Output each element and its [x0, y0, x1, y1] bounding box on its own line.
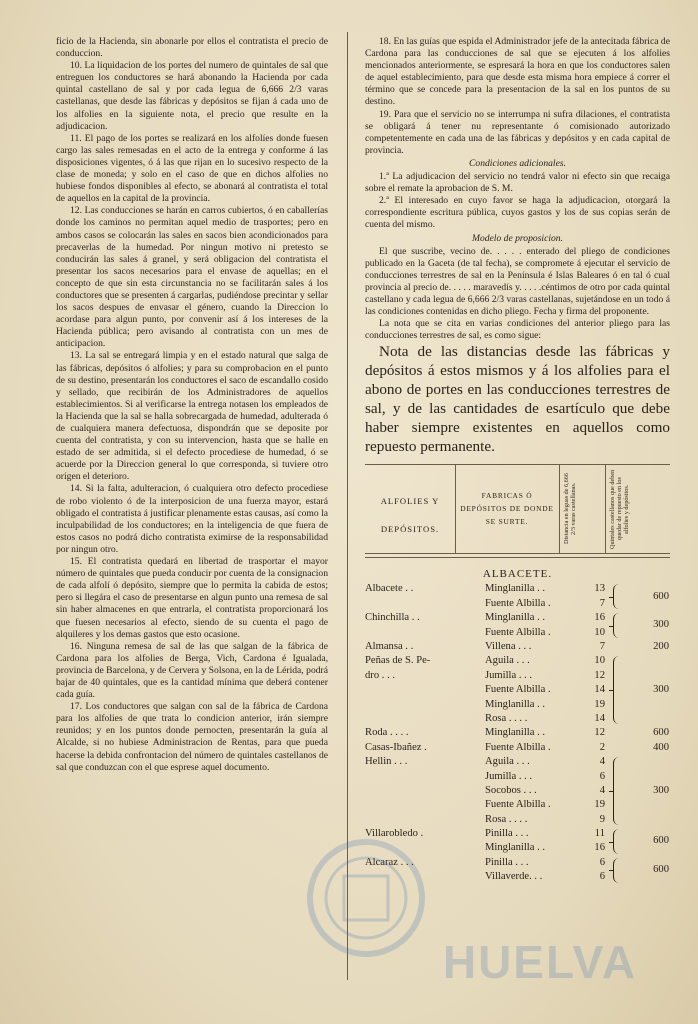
brace-mark — [613, 858, 624, 883]
table-row — [365, 669, 670, 683]
paragraph: 11. El pago de los portes se realizará en los alfolíes donde fuesen cargo las sales remesadas en el acto de la entrega y conforme á las disposiciones vigentes, ó á las que rijan en lo sucesivo respecto de la clase de moneda; y solo en el caso de que en dichos alfolies no hubiese fondos disponibles al efecto, se abonará al contratista el total de aquellos en la capital de la provincia. — [56, 132, 328, 205]
paragraph: 14. Si la falta, adulteracion, ó cualquiera otro defecto procediese de robo violento ó de la interposicion de una fuerza mayor, estará obligado el contratista á justificar plenamente estas causas, así como la inculpabilidad de los conductores; en la inteligencia de que fuera de estos casos no podrá dicho contratista eximirse de la responsabilidad por ningun otro. — [56, 483, 328, 555]
table-row — [365, 856, 670, 870]
table-row — [365, 683, 670, 697]
table-row — [365, 827, 670, 841]
fabrica-cell: Minglanilla . . — [485, 698, 546, 710]
header-rule — [559, 465, 560, 553]
paragraph: 12. Las conducciones se harán en carros cubiertos, ó en caballerías donde los caminos no permitan aquel medio de trasportes; pero en ambos casos se colocarán las sales en sacos bien acondicionados para precaverlas de la humedad. Por ningun motivo ni pretesto se conducirán las sales á granel, y será obligacion del contratista el presentar los sacos necesarios para el envase de aquellas; en el concepto de que sin esta circunstancia no se facilitarán sales á los conductores que se presenten á cargarlas, pudiéndose precintar y sellar los sacos despues de envasar el género, cuando la Direccion lo acordase para algun punto, por convenir así á los intereses de la Hacienda pública; pero avisando al contratista con un mes de anticipacion. — [56, 205, 328, 350]
paragraph: ficio de la Hacienda, sin abonarle por ellos el contratista el precio de conduccion. — [56, 36, 328, 60]
paragraph: 18. En las guías que espida el Administrador jefe de la antecitada fábrica de Cardona para las conducciones de sal que se ejecuten á los alfolies mencionados anteriormente, se espresará la hora en que los conductores salen de aquel establecimiento, para que desde esta misma hora empiece á correr el término que se concede para la presentacion de la sal en los puntos de su destino. — [365, 36, 670, 108]
fabrica-cell: Fuente Albilla . — [485, 741, 551, 753]
leguas-cell: 16 — [594, 842, 605, 854]
paragraph: 13. La sal se entregará limpia y en el estado natural que salga de las fábricas, depósitos ó alfolies; y para su comprobacion en el punto de su destino, presentarán los conductores el saco de escandallo cosido y sellado, que recibirán de los Administradores de aquellos establecimientos. Si al verificarse la entrega notasen los empleados de la Hacienda que la sal se halla sobrecargada de humedad, adulterada ó de cualquiera manera defectuosa, dispondrán que se deposite por cuenta del contratista, y con su intervencion, hasta que se halle en estado de ser admitida, si el defecto procediese de humedad, ó se acuerde por la Direccion general lo que corresponda, si tuviere otro orígen el deterioro. — [56, 350, 329, 483]
paragraph: 16. Ninguna remesa de sal de las que salgan de la fábrica de Cardona para los alfolies de Berga, Vich, Cardona é Igualada, provincia de Barcelona, y de Cervera y Solsona, en la de Lérida, podrá bajar de 40 quintales, que es la cantidad mínima que deberá contener cada guía. — [56, 640, 328, 701]
fabrica-cell: Jumilla . . . — [485, 669, 533, 681]
fabrica-cell: Rosa . . . . — [485, 813, 528, 825]
alfoli-cell: Chinchilla . . — [365, 612, 420, 624]
section-heading: Condiciones adicionales. — [469, 157, 566, 169]
brace-mark — [613, 584, 624, 609]
quintales-cell: 300 — [653, 684, 669, 696]
paragraph: 19. Para que el servicio no se interrumpa ni sufra dilaciones, el contratista se obligará á tener nu representante ó comisionado autorizado competentemente en cada una de las fábricas y depósitos y en cada capital de provincia. — [365, 108, 670, 156]
paragraph: 1.ª La adjudicacion del servicio no tendrá valor ni efecto sin que recaiga sobre el remate la aprobacion de S. M. — [365, 171, 670, 195]
leguas-cell: 6 — [599, 871, 605, 883]
leguas-cell: 16 — [594, 612, 605, 624]
leguas-cell: 10 — [594, 626, 605, 638]
leguas-cell: 12 — [594, 669, 605, 681]
alfoli-cell: Albacete . . — [365, 583, 414, 595]
brace-mark — [613, 656, 624, 724]
table-row — [365, 654, 670, 668]
fabrica-cell: Minglanilla . . — [485, 727, 546, 739]
quintales-cell: 200 — [653, 641, 669, 653]
quintales-cell: 300 — [653, 785, 669, 797]
fabrica-cell: Fuente Albilla . — [485, 799, 551, 811]
alfoli-cell: Alcaraz . . . — [365, 856, 414, 868]
leguas-cell: 6 — [599, 770, 605, 782]
fabrica-cell: Fuente Albilla . — [485, 626, 551, 638]
leguas-cell: 12 — [594, 727, 605, 739]
header-leguas: Distancia en leguas de 6,666 2/3 varas castellanas. — [563, 473, 577, 545]
brace-mark — [613, 829, 624, 854]
section-title: ALBACETE. — [482, 568, 553, 581]
table-row — [365, 626, 670, 640]
leguas-cell: 10 — [594, 655, 605, 667]
section-heading: Modelo de proposicion. — [471, 232, 564, 244]
paragraph: La nota que se cita en varias condiciones del anterior pliego para las conducciones terrestres de sal, es como sigue: — [365, 318, 670, 342]
alfoli-cell: Hellin . . . — [365, 756, 408, 768]
fabrica-cell: Minglanilla . . — [485, 583, 546, 595]
header-rule — [605, 465, 606, 553]
table-row — [365, 611, 670, 625]
right-text-column — [365, 36, 670, 885]
leguas-cell: 19 — [594, 698, 605, 710]
table-row — [365, 726, 670, 740]
table-row — [365, 755, 670, 769]
table-row — [365, 640, 670, 654]
fabrica-cell: Rosa . . . . — [485, 712, 528, 724]
fabrica-cell: Socobos . . . — [485, 784, 537, 796]
table-row — [365, 698, 670, 712]
right-paragraphs — [365, 36, 670, 342]
leguas-cell: 4 — [599, 756, 605, 768]
stamp-watermark-text: HUELVA — [442, 936, 638, 988]
table-row — [365, 870, 670, 884]
paragraph: 2.ª El interesado en cuyo favor se haga la adjudicacion, otorgará la correspondiente escritura pública, cuyos gastos y los de sus copias serán de cuenta del mismo. — [365, 195, 670, 231]
alfoli-cell: Peñas de S. Pe- — [365, 655, 431, 667]
column-divider — [347, 32, 348, 980]
table-row — [365, 798, 670, 812]
quintales-cell: 400 — [653, 741, 669, 753]
fabrica-cell: Pinilla . . . — [485, 828, 529, 840]
alfoli-cell: Almansa . . — [365, 641, 414, 652]
table-row — [365, 841, 670, 855]
fabrica-cell: Pinilla . . . — [485, 856, 529, 868]
fabrica-cell: Minglanilla . . — [485, 842, 546, 854]
header-double-rule — [365, 557, 670, 558]
header-fabricas: FABRICAS Ó DEPÓSITOS DE DONDE SE SURTE. — [460, 491, 554, 527]
quintales-cell: 600 — [653, 590, 669, 602]
header-quintales: Quintales castellanos que deben quedar de repuesto en los alfolies y depósitos. — [609, 469, 630, 549]
quintales-cell: 600 — [653, 727, 669, 739]
table-row — [365, 770, 670, 784]
leguas-cell: 13 — [594, 583, 605, 595]
fabrica-cell: Villaverde. . . — [485, 871, 543, 883]
header-alfolies: ALFOLIES Y DEPÓSITOS. — [380, 496, 440, 535]
fabrica-cell: Minglanilla . . — [485, 612, 546, 624]
fabrica-cell: Jumilla . . . — [485, 770, 533, 782]
leguas-cell: 11 — [594, 828, 605, 840]
paragraph: 15. El contratista quedará en libertad de trasportar el mayor número de quintales que pueda conducir por cuenta de la consignacion de cada alfolí ó depósito, siempre que lo permita la cabida de estos; pero si llegára el caso de presentarse en algun punto una remesa de sal sin haber almacenes en que entrarla, el contratista proporcionará los que fuesen necesarios al efecto, siendo de su cuenta el pago de alquileres y los demas gastos que esto ocasione. — [56, 556, 328, 640]
paragraph: 17. Los conductores que salgan con sal de la fábrica de Cardona para los alfolies de que trata lo condicion anterior, irán siempre reunidos; y en los puntos donde pernocten, presentarán la guía al Alcalde, si no hubiese Administracion de Rentas, para que pueda hacerse la debida confrontacion del número de quintales castellanos de sal que conduzcan con el que esprese aquel documento. — [56, 701, 328, 773]
fabrica-cell: Aguila . . . — [485, 655, 530, 667]
alfoli-cell: Casas-Ibañez . — [365, 741, 427, 753]
nota-title: Nota de las distancias desde las fábricas y depósitos á estos mismos y á los alfolies para el abono de portes en las conducciones terrestres de sal, y de las cantidades de esartículo que debe haber siempre existentes en aquellos como repuesto permanente. — [365, 343, 670, 456]
fabrica-cell: Villena . . . — [485, 641, 532, 652]
left-text-column — [56, 36, 328, 774]
leguas-cell: 9 — [599, 813, 605, 825]
fabrica-cell: Aguila . . . — [485, 756, 530, 768]
quintales-cell: 600 — [653, 835, 669, 847]
leguas-cell: 2 — [599, 741, 605, 753]
leguas-cell: 6 — [599, 856, 605, 868]
alfoli-cell: Roda . . . . — [365, 727, 409, 739]
quintales-cell: 300 — [653, 619, 669, 631]
distance-table — [365, 582, 670, 884]
leguas-cell: 19 — [594, 799, 605, 811]
paragraph: 10. La liquidacion de los portes del numero de quintales de sal que entreguen los conductores se hará abonando la Hacienda por cada quintal castellano de sal y por cada legua de 6,666 2/3 varas castellanas, que desde las fábricas y depósitos se fijan á cada uno de los alfolies en la siguiente nota, el precio que resulte en la adjudicacion. — [56, 60, 328, 132]
table-row — [365, 784, 670, 798]
table-row — [365, 597, 670, 611]
table-row — [365, 813, 670, 827]
paragraph: El que suscribe, vecino de. . . . . enterado del pliego de condiciones publicado en la Gaceta (de tal fecha), se compromete á ejecutar el servicio de conducciones terrestres de sal en la Península é Islas Baleares ó en tal ó cual provincia al precio de. . . . . maravedís y. . . . .céntimos de otro por cada quintal castellano y cada legua de 6,666 2/3 varas castellanas, sujetándose en un todo á las condiciones contenidas en dicho pliego. Fecha y firma del proponente. — [365, 245, 670, 318]
table-row — [365, 712, 670, 726]
table-header — [365, 464, 670, 554]
alfoli-cell: dro . . . — [365, 669, 396, 681]
leguas-cell: 14 — [594, 712, 605, 724]
alfoli-cell: Villarobledo . — [365, 828, 424, 840]
fabrica-cell: Fuente Albilla . — [485, 684, 551, 696]
quintales-cell: 600 — [653, 864, 669, 876]
leguas-cell: 4 — [599, 784, 605, 796]
table-row — [365, 582, 670, 596]
brace-mark — [613, 613, 624, 638]
fabrica-cell: Fuente Albilla . — [485, 597, 551, 609]
leguas-cell: 7 — [599, 597, 605, 609]
leguas-cell: 7 — [599, 641, 605, 652]
brace-mark — [613, 757, 624, 825]
leguas-cell: 14 — [594, 684, 605, 696]
table-row — [365, 741, 670, 755]
header-rule — [455, 465, 456, 553]
